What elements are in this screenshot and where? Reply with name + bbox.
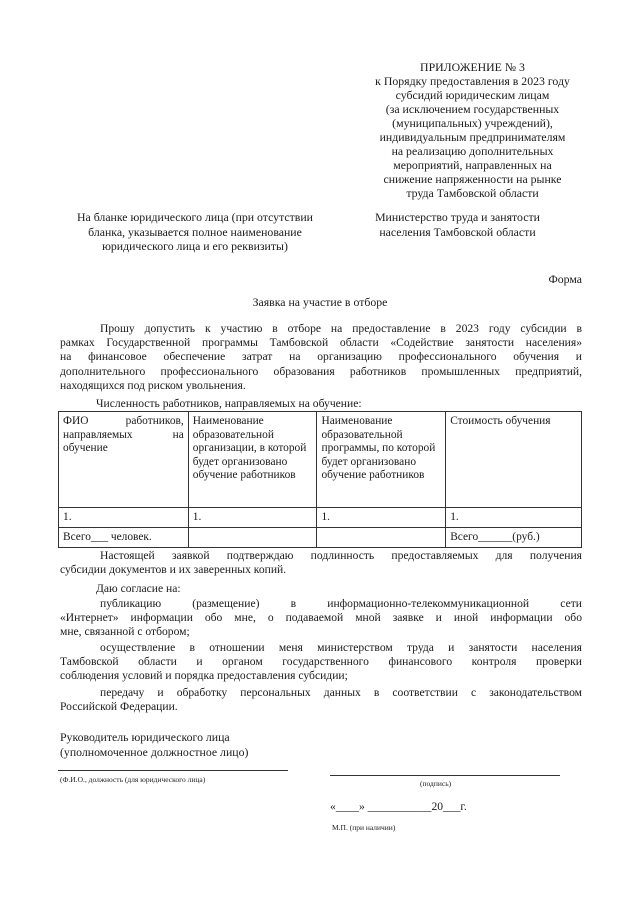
header-cell-cost: Стоимость обучения — [446, 412, 582, 508]
paragraph-line: передачу и обработку персональных данных в соответствии с законодательством — [100, 686, 582, 699]
addressee-line: населения Тамбовской области — [379, 224, 536, 239]
paragraph-line: находящихся под риском увольнения. — [60, 378, 246, 392]
paragraph-line: Прошу допустить к участию в отборе на предоставление в 2023 году субсидии в — [100, 322, 582, 335]
signatory-title: Руководитель юридического лица — [60, 730, 230, 744]
table-cell: 1. — [446, 508, 582, 528]
consent-label: Даю согласие на: — [96, 582, 181, 595]
total-people-cell: Всего___ человек. — [59, 528, 189, 548]
table-cell: 1. — [59, 508, 189, 528]
consent-personal-data — [60, 686, 582, 714]
appendix-line: (муниципальных) учреждений), — [392, 116, 553, 130]
workers-count-line: Численность работников, направляемых на обучение: — [96, 397, 362, 410]
consent-publication — [60, 597, 582, 640]
appendix-line: индивидуальным предпринимателям — [379, 130, 566, 144]
total-cost-cell: Всего______(руб.) — [446, 528, 582, 548]
appendix-line: на реализацию дополнительных — [391, 144, 554, 158]
stamp-caption: М.П. (при наличии) — [332, 823, 396, 832]
appendix-line: субсидий юридическим лицам — [395, 88, 550, 102]
paragraph-line: публикацию (размещение) в информационно-телекоммуникационной сети — [100, 597, 582, 610]
table-total-row — [59, 528, 582, 548]
appendix-line: к Порядку предоставления в 2023 году — [375, 74, 570, 88]
training-table — [58, 411, 582, 548]
appendix-line: (за исключением государственных — [385, 102, 560, 116]
fio-underline — [58, 770, 288, 771]
appendix-line: ПРИЛОЖЕНИЕ № 3 — [420, 60, 525, 74]
letterhead-line: бланка, указывается полное наименование — [88, 224, 302, 239]
paragraph-line: Тамбовской области и органом государственного финансового контроля проверки — [60, 655, 582, 669]
appendix-line: снижение напряженности на рынке — [383, 172, 562, 186]
paragraph-line: субсидии документов и их заверенных копий. — [60, 563, 287, 577]
header-cell-organization: Наименование образовательной организации, в которой будет организовано обучение работников — [188, 412, 317, 508]
document-title: Заявка на участие в отборе — [252, 295, 388, 309]
form-label: Форма — [548, 272, 582, 286]
paragraph-line: Настоящей заявкой подтверждаю подлинность предоставляемых для получения — [100, 549, 582, 562]
letterhead-line: На бланке юридического лица (при отсутствии — [77, 210, 313, 224]
header-cell-program: Наименование образовательной программы, по которой будет организовано обучение работников — [317, 412, 446, 508]
signatory-subtitle: (уполномоченное должностное лицо) — [60, 745, 249, 759]
signature-caption: (подпись) — [420, 779, 452, 788]
letterhead-line: юридического лица и его реквизиты) — [102, 239, 288, 253]
paragraph-line: на финансовое обеспечение затрат на организацию профессионального обучения и — [60, 350, 582, 364]
paragraph-line: мне, связанной с отбором; — [60, 625, 190, 639]
table-cell — [317, 528, 446, 548]
paragraph-line: дополнительного профессионального образования работников промышленных предприятий, — [60, 364, 582, 378]
addressee — [355, 210, 560, 239]
table-row — [59, 508, 582, 528]
header-cell-fio: ФИО работников, направляемых на обучение — [59, 412, 189, 508]
intro-paragraph — [60, 322, 582, 393]
paragraph-line: осуществление в отношении меня министерством труда и занятости населения — [100, 641, 582, 654]
date-field: «____» ___________20___г. — [330, 800, 467, 813]
table-cell: 1. — [188, 508, 317, 528]
paragraph-line: «Интернет» информации обо мне, о подаваемой мной заявке и иной информации обо — [60, 611, 582, 625]
confirmation-paragraph — [60, 549, 582, 577]
appendix-line: труда Тамбовской области — [406, 186, 539, 200]
paragraph-line: рамках Государственной программы Тамбовской области «Содействие занятости населения» — [60, 336, 582, 350]
fio-caption: (Ф.И.О., должность (для юридического лица) — [60, 775, 206, 784]
table-cell — [188, 528, 317, 548]
addressee-line: Министерство труда и занятости — [375, 210, 540, 224]
table-cell: 1. — [317, 508, 446, 528]
table-header-row — [59, 412, 582, 508]
appendix-block — [350, 60, 595, 200]
paragraph-line: Российской Федерации. — [60, 700, 178, 714]
appendix-line: мероприятий, направленных на — [393, 158, 552, 172]
consent-checks — [60, 641, 582, 684]
paragraph-line: соблюдения условий и порядка предоставления субсидии; — [60, 669, 348, 683]
signature-underline — [330, 775, 560, 776]
signatory-block — [60, 730, 248, 760]
letterhead-note — [60, 210, 330, 254]
